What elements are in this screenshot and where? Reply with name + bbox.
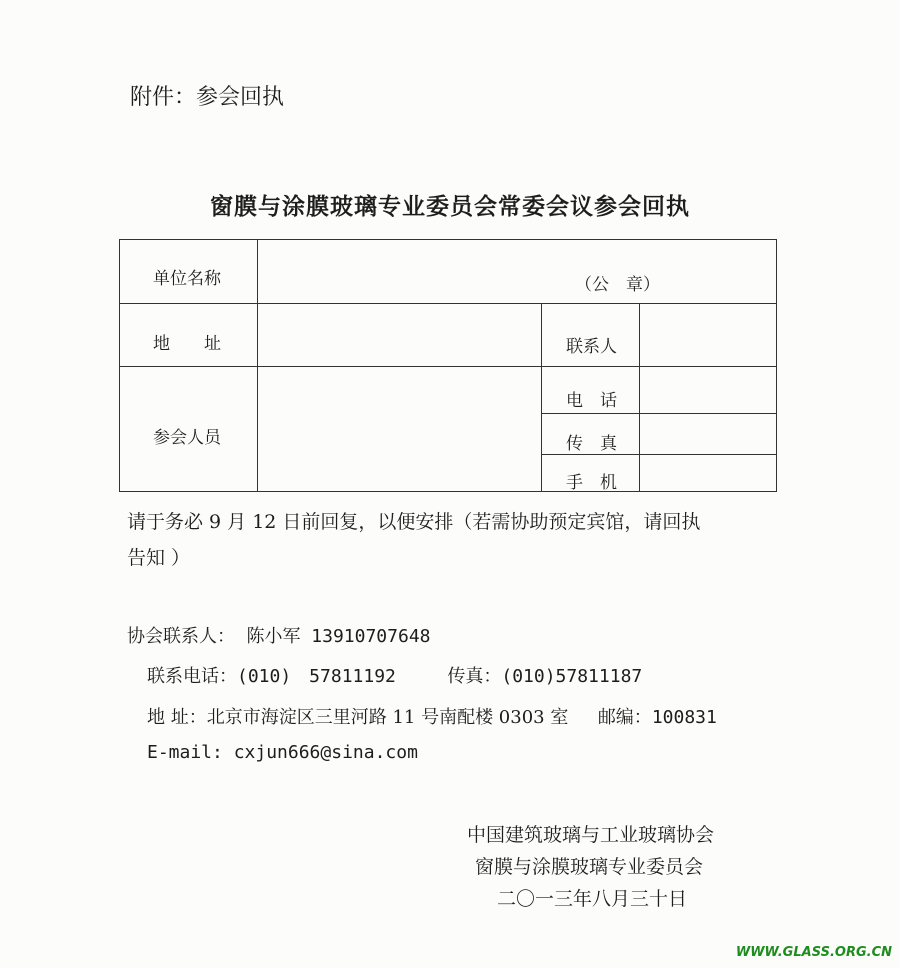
site-watermark: WWW.GLASS.ORG.CN [735, 945, 892, 960]
email-label: E-mail: [147, 742, 234, 763]
table-col-rule-1 [257, 240, 258, 491]
association-contact-label: 协会联系人： [127, 626, 235, 647]
attendees-label: 参会人员 [153, 428, 221, 448]
contact-fax-value: (010)57811187 [501, 666, 643, 687]
address-label: 地 址 [153, 334, 221, 354]
signature-date: 二〇一三年八月三十日 [497, 888, 688, 910]
association-address-label: 地 址： [147, 707, 207, 728]
unit-name-label: 单位名称 [153, 269, 221, 289]
table-rule-1 [120, 303, 776, 304]
reply-note-line-1: 请于务必 9 月 12 日前回复，以便安排（若需协助预定宾馆，请回执 [127, 511, 701, 533]
postcode-value: 100831 [651, 707, 717, 728]
reply-form-table [119, 239, 777, 492]
contact-person-label: 联系人 [566, 337, 617, 357]
fax-label: 传 真 [566, 434, 617, 454]
table-rule-4 [541, 454, 776, 455]
phone-label: 电 话 [566, 391, 617, 411]
contact-phone-value: (010) 57811192 [237, 666, 396, 687]
mobile-label: 手 机 [566, 473, 617, 493]
form-title: 窗膜与涂膜玻璃专业委员会常委会议参会回执 [210, 194, 690, 220]
attachment-label: 附件：参会回执 [130, 85, 285, 110]
official-stamp-label: （公 章） [575, 275, 660, 295]
association-contact-value: 陈小军 13910707648 [246, 626, 431, 647]
contact-phone-fax [147, 662, 642, 688]
email-value[interactable]: cxjun666@sina.com [233, 742, 418, 763]
table-col-rule-2 [541, 303, 542, 491]
postcode-label: 邮编： [597, 707, 652, 728]
table-col-rule-3 [639, 303, 640, 491]
association-address-value: 北京市海淀区三里河路 11 号南配楼 0303 室 [206, 707, 569, 728]
contact-phone-label: 联系电话： [147, 666, 237, 687]
association-email [147, 742, 418, 763]
association-address [147, 703, 717, 729]
reply-note-line-2: 告知 ） [127, 547, 191, 569]
signature-org-2: 窗膜与涂膜玻璃专业委员会 [475, 856, 704, 878]
contact-fax-label: 传真： [447, 666, 502, 687]
table-rule-2 [120, 366, 776, 367]
association-contact [127, 622, 431, 648]
table-rule-3 [541, 413, 776, 414]
signature-org-1: 中国建筑玻璃与工业玻璃协会 [467, 824, 715, 846]
